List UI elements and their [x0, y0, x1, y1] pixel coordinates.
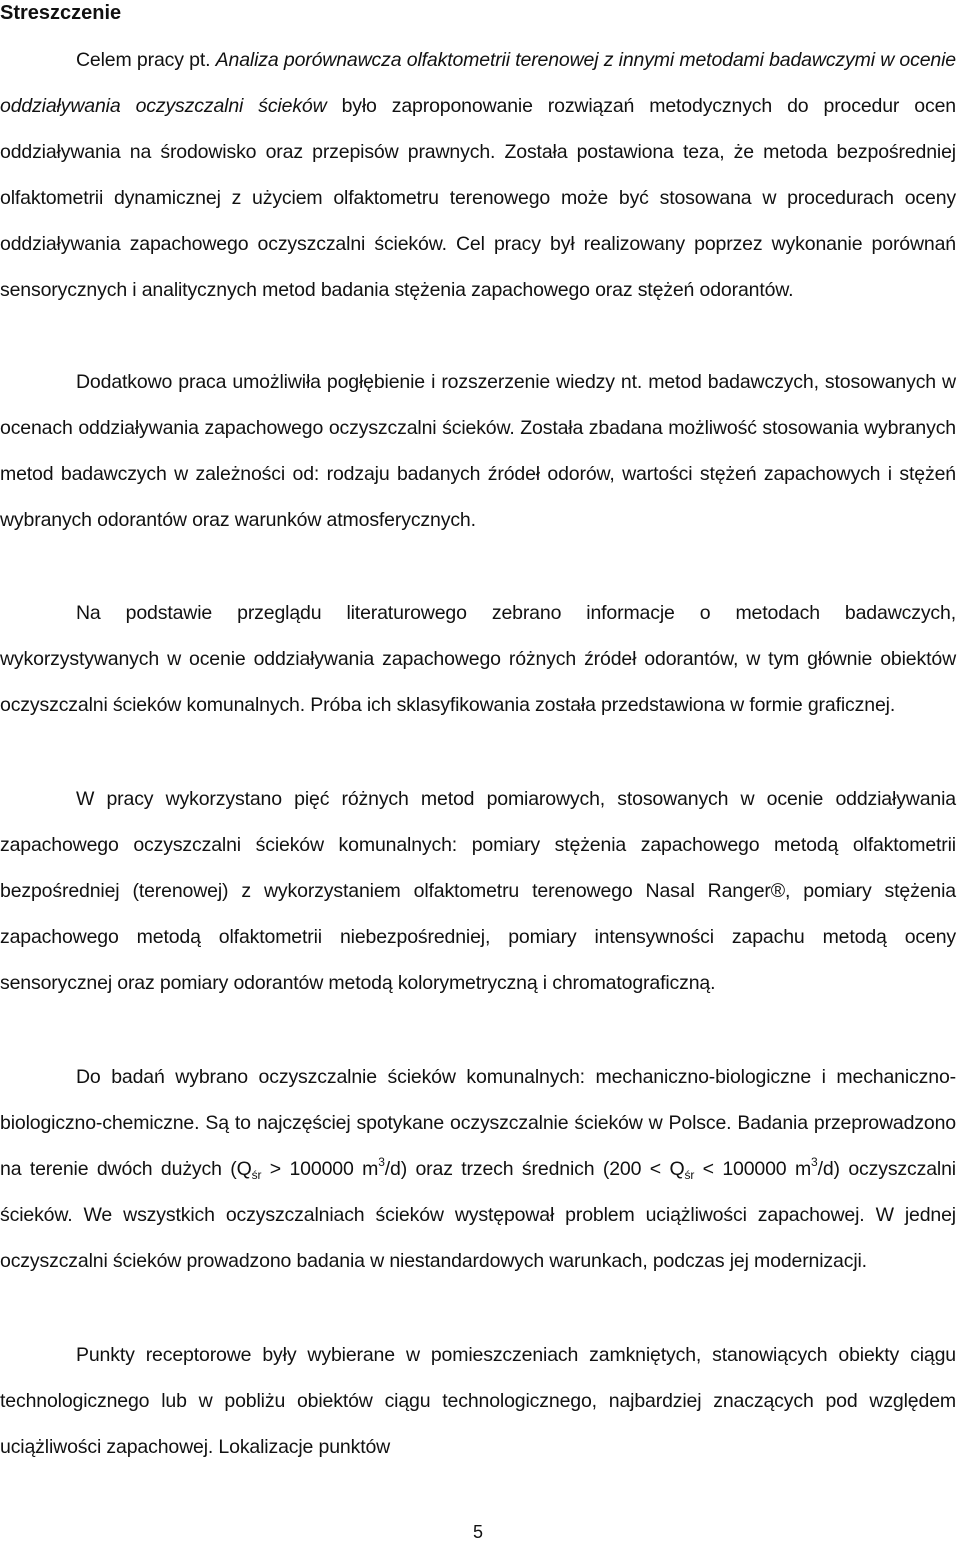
- plants-text-d: < 100000 m: [694, 1158, 812, 1180]
- thesis-title: Analiza porównawcza olfaktometrii terenowej z innymi metodami badawczymi w ocenie oddziaływania oczyszczalni ścieków: [0, 49, 956, 117]
- q-sub-1: śr: [251, 1168, 262, 1182]
- paragraph-literature: Na podstawie przeglądu literaturowego zebrano informacje o metodach badawczych, wykorzystywanych w ocenie oddziaływania zapachowego różnych źródeł odorantów, w tym głównie obiektów oczyszczalni ścieków komunalnych. Próba ich sklasyfikowania została przedstawiona w formie graficznej.: [0, 602, 956, 716]
- plants-text-c: /d) oraz trzech średnich (200 < Q: [384, 1158, 685, 1180]
- m3-sup-1: 3: [378, 1155, 385, 1169]
- paragraph-additional: Dodatkowo praca umożliwiła pogłębienie i rozszerzenie wiedzy nt. metod badawczych, stosowanych w ocenach oddziaływania zapachowego oczyszczalni ścieków. Została zbadana możliwość stosowania wybranych metod badawczych w zależności od: rodzaju badanych źródeł odorów, wartości stężeń zapachowych i stężeń wybranych odorantów oraz warunków atmosferycznych.: [0, 371, 956, 531]
- plants-text-b: > 100000 m: [261, 1158, 379, 1180]
- paragraph-plants: [0, 1054, 956, 1284]
- paragraph-aim: [0, 37, 956, 313]
- m3-sup-2: 3: [811, 1155, 818, 1169]
- aim-text: było zaproponowanie rozwiązań metodycznych do procedur ocen oddziaływania na środowisko oraz przepisów prawnych. Została postawiona teza, że metoda bezpośredniej olfaktometrii dynamicznej z użyciem olfaktometru terenowego może być stosowana w procedurach oceny oddziaływania zapachowego oczyszczalni ścieków. Cel pracy był realizowany poprzez wykonanie porównań sensorycznych i analitycznych metod badania stężenia zapachowego oraz stężeń odorantów.: [0, 95, 956, 301]
- paragraph-receptors: Punkty receptorowe były wybierane w pomieszczeniach zamkniętych, stanowiących obiekty ciągu technologicznego lub w pobliżu obiektów ciągu technologicznego, najbardziej znaczących pod względem uciążliwości zapachowej. Lokalizacje punktów: [0, 1344, 956, 1458]
- paragraph-methods: W pracy wykorzystano pięć różnych metod pomiarowych, stosowanych w ocenie oddziaływania zapachowego oczyszczalni ścieków komunalnych: pomiary stężenia zapachowego metodą olfaktometrii bezpośredniej (terenowej) z wykorzystaniem olfaktometru terenowego Nasal Ranger®, pomiary stężenia zapachowego metodą olfaktometrii niebezpośredniej, pomiary intensywności zapachu metodą oceny sensorycznej oraz pomiary odorantów metodą kolorymetryczną i chromatograficzną.: [0, 788, 956, 994]
- aim-lead: Celem pracy pt.: [76, 49, 216, 71]
- q-sub-2: śr: [684, 1168, 695, 1182]
- plants-text-a: Do badań wybrano oczyszczalnie ścieków komunalnych: mechaniczno-biologiczne i mechaniczno-biologiczno-chemiczne. Są to najczęściej spotykane oczyszczalnie ścieków w Polsce. Badania przeprowadzono na terenie dwóch dużych (Q: [0, 1066, 956, 1180]
- plants-text-e: /d) oczyszczalni ścieków. We wszystkich oczyszczalniach ścieków występował problem uciążliwości zapachowej. W jednej oczyszczalni ścieków prowadzono badania w niestandardowych warunkach, podczas jej modernizacji.: [0, 1158, 956, 1272]
- page-number: 5: [472, 1522, 483, 1542]
- section-heading: Streszczenie: [0, 2, 122, 24]
